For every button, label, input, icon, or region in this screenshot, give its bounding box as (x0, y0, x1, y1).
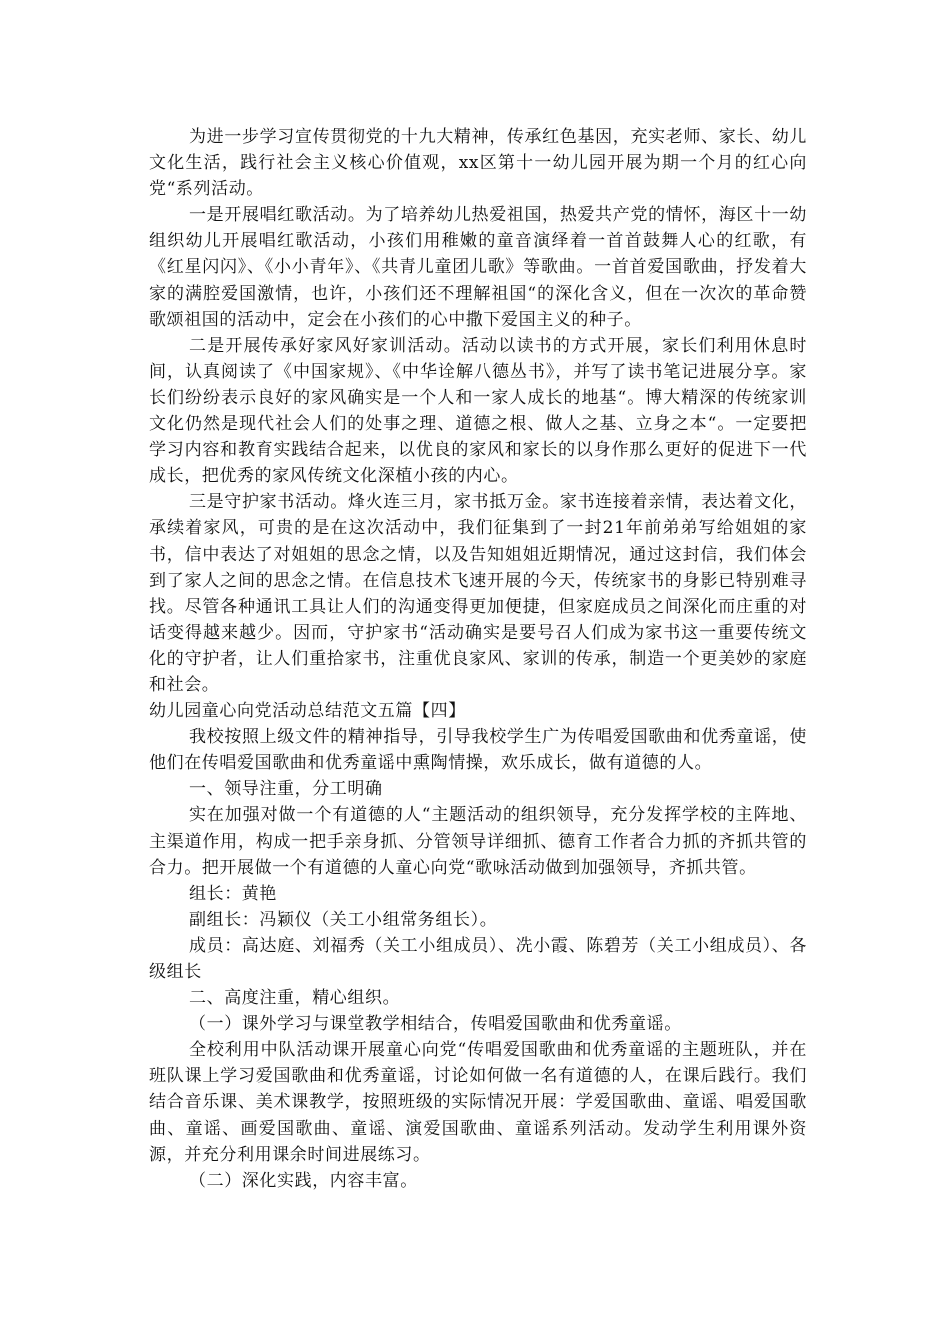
subheading-organization: 二、高度注重，精心组织。 (189, 988, 401, 1009)
subheading-1: （一）课外学习与课堂教学相结合，传唱爱国歌曲和优秀童谣。 (189, 1014, 682, 1035)
paragraph-family-tradition: 二是开展传承好家风好家训活动。活动以读书的方式开展，家长们利用休息时间，认真阅读了《中国家规》、《中华诠解八德丛书》，并写了读书笔记进展分享。家长们纷纷表示良好的家风确实是一个人和一家人成长的地基“。博大精深的传统家训文化仍然是现代社会人们的处事之理、道德之根、做人之基、立身之本“。一定要把学习内容和教育实践结合起来，以优良的家风和家长的以身作那么更好的促进下一代成长，把优秀的家风传统文化深植小孩的内心。 (149, 335, 807, 487)
line-members: 成员：高达庭、刘福秀（关工小组成员）、冼小霞、陈碧芳（关工小组成员）、各级组长 (149, 935, 807, 982)
paragraph-school-intro: 我校按照上级文件的精神指导，引导我校学生广为传唱爱国歌曲和优秀童谣，使他们在传唱爱国歌曲和优秀童谣中熏陶情操，欢乐成长，做有道德的人。 (149, 727, 807, 774)
document-body (149, 124, 807, 1194)
subheading-2: （二）深化实践，内容丰富。 (189, 1170, 418, 1191)
intro-paragraph: 为进一步学习宣传贯彻党的十九大精神，传承红色基因，充实老师、家长、幼儿文化生活，践行社会主义核心价值观，xx区第十一幼儿园开展为期一个月的红心向党“系列活动。 (149, 127, 807, 200)
subheading-leadership: 一、领导注重，分工明确 (189, 779, 383, 800)
paragraph-leadership: 实在加强对做一个有道德的人“主题活动的组织领导，充分发挥学校的主阵地、主渠道作用，构成一把手亲身抓、分管领导详细抓、德育工作者合力抓的齐抓共管的合力。把开展做一个有道德的人童心向党“歌咏活动做到加强领导，齐抓共管。 (149, 805, 807, 878)
paragraph-class-activities: 全校利用中队活动课开展童心向党“传唱爱国歌曲和优秀童谣的主题班队，并在班队课上学习爱国歌曲和优秀童谣，讨论如何做一名有道德的人，在课后践行。我们结合音乐课、美术课教学，按照班级的实际情况开展：学爱国歌曲、童谣、唱爱国歌曲、童谣、画爱国歌曲、童谣、演爱国歌曲、童谣系列活动。发动学生利用课外资源，并充分利用课余时间进展练习。 (149, 1040, 807, 1165)
paragraph-red-songs: 一是开展唱红歌活动。为了培养幼儿热爱祖国，热爱共产党的情怀，海区十一幼组织幼儿开展唱红歌活动，小孩们用稚嫩的童音演绎着一首首鼓舞人心的红歌，有《红星闪闪》、《小小青年》、《共青儿童团儿歌》等歌曲。一首首爱国歌曲，抒发着大家的满腔爱国激情，也许，小孩们还不理解祖国“的深化含义，但在一次次的革命赞歌颂祖国的活动中，定会在小孩们的心中撒下爱国主义的种子。 (149, 205, 807, 330)
line-deputy-leader: 副组长：冯颖仪（关工小组常务组长）。 (189, 909, 498, 930)
line-team-leader: 组长：黄艳 (189, 883, 277, 904)
paragraph-family-letters: 三是守护家书活动。烽火连三月，家书抵万金。家书连接着亲情，表达着文化，承续着家风，可贵的是在这次活动中，我们征集到了一封21年前弟弟写给姐姐的家书，信中表达了对姐姐的思念之情，以及告知姐姐近期情况，通过这封信，我们体会到了家人之间的思念之情。在信息技术飞速开展的今天，传统家书的身影已特别难寻找。尽管各种通讯工具让人们的沟通变得更加便捷，但家庭成员之间深化而庄重的对话变得越来越少。因而，守护家书“活动确实是要号召人们成为家书这一重要传统文化的守护者，让人们重拾家书，注重优良家风、家训的传承，制造一个更美妙的家庭和社会。 (149, 492, 807, 695)
section-heading: 幼儿园童心向党活动总结范文五篇【四】 (149, 701, 466, 722)
